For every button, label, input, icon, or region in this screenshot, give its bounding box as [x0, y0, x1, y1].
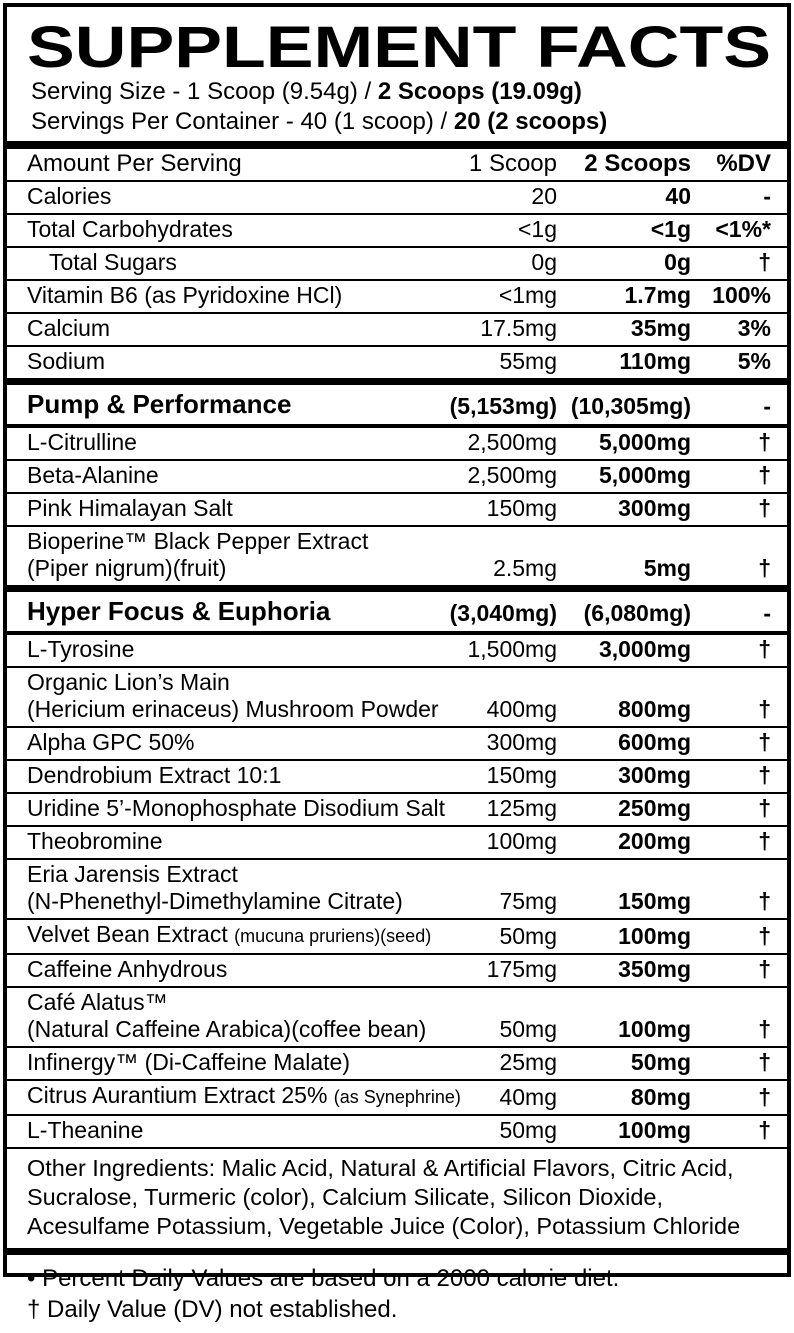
percent-dv: † — [758, 495, 771, 521]
ingredient-row — [7, 792, 787, 825]
ingredient-name: Eria Jarensis Extract (N-Phenethyl-Dimethylamine Citrate) — [27, 861, 403, 914]
ingredient-row — [7, 858, 787, 918]
ingredient-row — [7, 525, 787, 585]
amount-1scoop: 2,500mg — [467, 429, 557, 455]
ingredient-name: L-Tyrosine — [27, 636, 135, 662]
ingredient-name: Beta-Alanine — [27, 462, 159, 488]
ingredient-name: Calcium — [27, 315, 111, 341]
amount-2scoops: 150mg — [618, 888, 691, 914]
ingredient-row — [7, 428, 787, 459]
ingredient-name: Dendrobium Extract 10:1 — [27, 762, 282, 788]
amount-2scoops: 0g — [664, 249, 691, 275]
ingredient-row — [7, 726, 787, 759]
ingredient-name: Vitamin B6 (as Pyridoxine HCl) — [27, 282, 343, 308]
ingredient-name: Theobromine — [27, 828, 163, 854]
percent-dv: † — [758, 888, 771, 914]
amount-2scoops: (6,080mg) — [583, 600, 691, 626]
ingredient-name: Citrus Aurantium Extract 25% (as Synephrine) — [27, 1082, 461, 1108]
amount-1scoop: 40mg — [499, 1084, 557, 1110]
section-header-row — [7, 378, 787, 428]
percent-dv: † — [758, 795, 771, 821]
amount-1scoop: 20 — [531, 183, 557, 209]
ingredient-row — [7, 246, 787, 279]
amount-1scoop: (5,153mg) — [449, 393, 557, 419]
amount-2scoops: 600mg — [618, 729, 691, 755]
ingredient-name: Calories — [27, 183, 112, 209]
amount-1scoop: 50mg — [499, 1117, 557, 1143]
footnotes — [7, 1248, 787, 1333]
ingredient-row — [7, 1114, 787, 1147]
amount-2scoops: 5,000mg — [598, 462, 691, 488]
ingredient-name: Pink Himalayan Salt — [27, 495, 233, 521]
amount-1scoop: 2,500mg — [467, 462, 557, 488]
amount-1scoop: 150mg — [486, 762, 557, 788]
ingredient-name: Alpha GPC 50% — [27, 729, 195, 755]
ingredient-name: Infinergy™ (Di-Caffeine Malate) — [27, 1049, 350, 1075]
supplement-facts-label — [3, 3, 791, 1323]
ingredient-row — [7, 666, 787, 726]
amount-2scoops: 35mg — [630, 315, 691, 341]
ingredient-name: Total Sugars — [49, 249, 177, 275]
amount-1scoop: <1mg — [498, 282, 557, 308]
amount-1scoop: 50mg — [499, 1016, 557, 1042]
footnote-dv: • Percent Daily Values are based on a 2000 calorie diet. — [27, 1265, 620, 1292]
percent-dv: - — [763, 183, 771, 209]
table-header-row — [7, 149, 787, 180]
amount-2scoops: 100mg — [618, 923, 691, 949]
ingredient-row — [7, 759, 787, 792]
percent-dv: - — [763, 393, 771, 419]
section-header-row — [7, 585, 787, 635]
amount-2scoops: 1.7mg — [624, 282, 691, 308]
amount-2scoops: 5mg — [643, 555, 691, 581]
percent-dv: † — [758, 956, 771, 982]
percent-dv: † — [758, 249, 771, 275]
ingredient-row — [7, 1079, 787, 1114]
ingredient-row — [7, 459, 787, 492]
amount-1scoop: 125mg — [486, 795, 557, 821]
amount-1scoop: 0g — [531, 249, 557, 275]
percent-dv: † — [758, 555, 771, 581]
ingredient-name: Uridine 5’-Monophosphate Disodium Salt — [27, 795, 446, 821]
ingredient-row — [7, 345, 787, 378]
amount-1scoop: 25mg — [499, 1049, 557, 1075]
amount-2scoops: <1g — [650, 216, 691, 242]
ingredient-name: Pump & Performance — [27, 389, 292, 419]
servings-per-container-line — [27, 107, 769, 137]
ingredient-row — [7, 279, 787, 312]
percent-dv: 3% — [737, 315, 771, 341]
ingredient-row — [7, 312, 787, 345]
serving-size-prefix: Serving Size - 1 Scoop (9.54g) / — [31, 78, 378, 105]
percent-dv: <1%* — [715, 216, 771, 242]
other-ingredients: Other Ingredients: Malic Acid, Natural & Artificial Flavors, Citric Acid, Sucralose, Turmeric (color), Calcium Silicate, Silicon Dioxide, Acesulfame Potassium, Vegetable Juice (Color), Potassium Chloride — [7, 1147, 787, 1248]
ingredient-row — [7, 213, 787, 246]
ingredient-row — [7, 986, 787, 1046]
ingredient-row — [7, 953, 787, 986]
ingredient-name: Café Alatus™ (Natural Caffeine Arabica)(coffee bean) — [27, 989, 427, 1042]
amount-2scoops: 250mg — [618, 795, 691, 821]
percent-dv: † — [758, 1117, 771, 1143]
amount-2scoops: 100mg — [618, 1016, 691, 1042]
serving-size-line — [27, 77, 769, 107]
amount-1scoop: 100mg — [486, 828, 557, 854]
amount-2scoops: 800mg — [618, 696, 691, 722]
servings-per-container-bold: 20 (2 scoops) — [453, 108, 608, 135]
ingredient-row — [7, 918, 787, 953]
amount-2scoops: 300mg — [618, 495, 691, 521]
ingredient-name: Velvet Bean Extract (mucuna pruriens)(seed) — [27, 921, 432, 947]
amount-2scoops: 50mg — [630, 1049, 691, 1075]
amount-2scoops: 100mg — [618, 1117, 691, 1143]
percent-dv: † — [758, 762, 771, 788]
ingredient-row — [7, 635, 787, 666]
percent-dv: 100% — [712, 282, 771, 308]
amount-2scoops: 110mg — [619, 348, 691, 374]
facts-table — [7, 149, 787, 1147]
label-title-text: SUPPLEMENT FACTS — [27, 15, 771, 80]
serving-size-bold: 2 Scoops (19.09g) — [377, 78, 582, 105]
amount-1scoop: 150mg — [486, 495, 557, 521]
ingredient-row — [7, 180, 787, 213]
label-title — [27, 15, 775, 80]
ingredient-name: Total Carbohydrates — [27, 216, 233, 242]
amount-1scoop: <1g — [517, 216, 557, 242]
ingredient-row — [7, 825, 787, 858]
percent-dv: † — [758, 696, 771, 722]
amount-2scoops: (10,305mg) — [570, 393, 691, 419]
servings-per-container-prefix: Servings Per Container - 40 (1 scoop) / — [31, 108, 454, 135]
ingredient-name: Caffeine Anhydrous — [27, 956, 228, 982]
ingredient-name: Organic Lion’s Main (Hericium erinaceus) Mushroom Powder — [27, 669, 439, 722]
amount-2scoops: 40 — [665, 183, 691, 209]
percent-dv: † — [758, 1016, 771, 1042]
column-header-2scoops: 2 Scoops — [584, 150, 691, 177]
column-header-1scoop: 1 Scoop — [468, 150, 557, 177]
amount-2scoops: 350mg — [618, 956, 691, 982]
amount-1scoop: 1,500mg — [467, 636, 557, 662]
percent-dv: † — [758, 1084, 771, 1110]
percent-dv: † — [758, 828, 771, 854]
column-header-dv: %DV — [716, 150, 771, 177]
amount-2scoops: 300mg — [618, 762, 691, 788]
percent-dv: † — [758, 429, 771, 455]
amount-1scoop: 175mg — [486, 956, 557, 982]
ingredient-row — [7, 492, 787, 525]
amount-1scoop: 17.5mg — [480, 315, 557, 341]
percent-dv: † — [758, 923, 771, 949]
label-header — [7, 7, 787, 141]
amount-2scoops: 3,000mg — [598, 636, 691, 662]
percent-dv: † — [758, 1049, 771, 1075]
ingredient-row — [7, 1046, 787, 1079]
ingredient-name: L-Theanine — [27, 1117, 144, 1143]
amount-1scoop: 75mg — [499, 888, 557, 914]
amount-1scoop: 50mg — [499, 923, 557, 949]
column-header-amount: Amount Per Serving — [27, 150, 242, 177]
amount-1scoop: 2.5mg — [493, 555, 557, 581]
percent-dv: † — [758, 729, 771, 755]
percent-dv: † — [758, 636, 771, 662]
thick-divider-bar — [7, 141, 787, 149]
amount-1scoop: 400mg — [486, 696, 557, 722]
percent-dv: - — [763, 600, 771, 626]
percent-dv: 5% — [737, 348, 771, 374]
ingredient-name: Bioperine™ Black Pepper Extract (Piper nigrum)(fruit) — [27, 528, 369, 581]
ingredient-name: L-Citrulline — [27, 429, 137, 455]
amount-1scoop: 300mg — [486, 729, 557, 755]
amount-1scoop: 55mg — [499, 348, 557, 374]
amount-1scoop: (3,040mg) — [449, 600, 557, 626]
percent-dv: † — [758, 462, 771, 488]
ingredient-name: Hyper Focus & Euphoria — [27, 596, 331, 626]
ingredient-name: Sodium — [27, 348, 105, 374]
amount-2scoops: 5,000mg — [598, 429, 691, 455]
amount-2scoops: 80mg — [630, 1084, 691, 1110]
amount-2scoops: 200mg — [618, 828, 691, 854]
footnote-dagger: † Daily Value (DV) not established. — [27, 1296, 398, 1323]
